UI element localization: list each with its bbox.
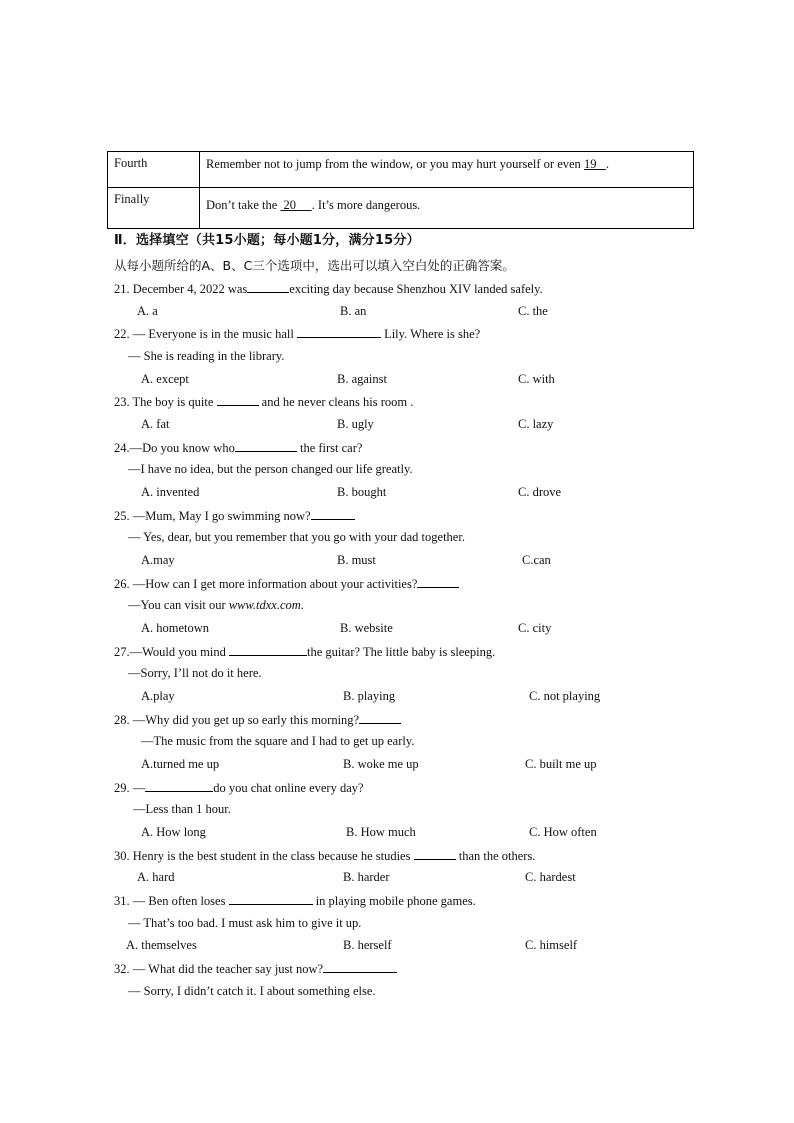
reading-table	[107, 151, 694, 229]
question-text: 29. —	[114, 781, 146, 795]
question-text: 22. — Everyone is in the music hall	[114, 327, 297, 341]
question-text: —Sorry, I’ll not do it here.	[128, 666, 262, 680]
question-text: —I have no idea, but the person changed our life greatly.	[128, 462, 413, 476]
section-instruction: 从每小题所给的A、B、C三个选项中，选出可以填入空白处的正确答案。	[114, 258, 515, 273]
answer-blank	[235, 440, 297, 452]
question-line	[114, 440, 362, 456]
answer-option-a: A. except	[141, 372, 189, 386]
question-text: 21. December 4, 2022 was	[114, 282, 248, 296]
question-text-after-blank: www.tdxx.com.	[228, 598, 304, 612]
answer-option-b: B. website	[340, 621, 393, 635]
question-text-after-blank: and I had to get up early.	[290, 734, 415, 748]
row-text	[200, 188, 694, 229]
answer-option-b: B. an	[340, 304, 367, 318]
question-line	[128, 984, 376, 999]
answer-option-b: B. How much	[346, 825, 416, 839]
question-text: — Yes, dear, but you remember that you	[128, 530, 334, 544]
answer-option-b: B. harder	[343, 870, 390, 884]
question-line	[114, 394, 413, 410]
section-heading: Ⅱ．选择填空（共15小题；每小题1分，满分15分）	[114, 233, 420, 248]
row-text-pre: Don’t take the	[206, 198, 281, 212]
answer-option-a: A. hard	[137, 870, 175, 884]
answer-option-b: B. bought	[337, 485, 387, 499]
answer-option-c: C. lazy	[518, 417, 554, 431]
question-text: 32. — What did the teacher say just now?	[114, 962, 324, 976]
answer-option-c: C. How often	[529, 825, 597, 839]
answer-option-c: C. not playing	[529, 689, 601, 703]
question-text-after-blank: exciting day because Shenzhou XIV landed safely.	[289, 282, 543, 296]
answer-option-c: C. with	[518, 372, 555, 386]
question-line	[133, 802, 231, 817]
table-row	[108, 188, 694, 229]
question-text: 25. —Mum, May I go swimming now?	[114, 509, 311, 523]
question-line	[114, 644, 495, 660]
question-text: 31. — Ben often loses	[114, 894, 229, 908]
question-text: —The music from the square	[141, 734, 291, 748]
answer-blank	[311, 508, 355, 520]
question-line	[114, 893, 476, 909]
question-line	[128, 666, 262, 681]
answer-option-b: B. woke me up	[343, 757, 419, 771]
row-label: Finally	[108, 188, 200, 229]
question-line	[128, 530, 465, 545]
question-text: — That’s too bad. I must ask him to give it up.	[128, 916, 362, 930]
question-line	[114, 961, 397, 977]
answer-option-b: B. ugly	[337, 417, 374, 431]
question-text: 28. —Why did you get up so early this morning?	[114, 713, 360, 727]
question-line	[114, 780, 364, 796]
question-line	[128, 349, 284, 364]
question-line	[141, 734, 414, 749]
question-text: 27.—Would you mind	[114, 645, 229, 659]
answer-option-c: C. drove	[518, 485, 562, 499]
answer-option-a: A.play	[141, 689, 175, 703]
question-text: —Less than 1 hour.	[133, 802, 231, 816]
answer-option-c: C. city	[518, 621, 552, 635]
answer-option-a: A.may	[141, 553, 175, 567]
answer-option-c: C. hardest	[525, 870, 576, 884]
row-text	[200, 152, 694, 188]
answer-option-c: C. built me up	[525, 757, 597, 771]
blank-number: 20	[283, 198, 297, 212]
question-text-after-blank: about something else.	[263, 984, 376, 998]
row-label: Fourth	[108, 152, 200, 188]
answer-option-b: B. must	[337, 553, 376, 567]
question-text: —You can visit our	[128, 598, 229, 612]
answer-option-b: B. against	[337, 372, 387, 386]
answer-blank	[145, 780, 213, 792]
question-line	[114, 281, 543, 297]
question-text: — She is reading in the library.	[128, 349, 285, 363]
answer-option-a: A. a	[137, 304, 158, 318]
question-text: — Sorry, I didn’t catch it. I	[128, 984, 264, 998]
answer-option-a: A. hometown	[141, 621, 210, 635]
answer-blank	[297, 326, 381, 338]
answer-option-c: C.can	[522, 553, 551, 567]
question-text-after-blank: go with your dad together.	[333, 530, 465, 544]
answer-blank	[247, 281, 289, 293]
row-text-post: .	[605, 157, 609, 171]
question-text: 23. The boy is quite	[114, 395, 217, 409]
question-text-after-blank: the first car?	[296, 441, 363, 455]
answer-option-a: A. themselves	[126, 938, 197, 952]
answer-blank	[417, 576, 459, 588]
answer-option-a: A. invented	[141, 485, 200, 499]
question-line	[128, 462, 413, 477]
question-text-after-blank: in playing mobile phone games.	[312, 894, 476, 908]
question-line	[114, 712, 401, 728]
answer-blank	[359, 712, 401, 724]
answer-blank	[217, 394, 259, 406]
question-text: 26. —How can I get more information about your activities?	[114, 577, 418, 591]
question-line	[114, 848, 535, 864]
answer-blank	[229, 893, 313, 905]
row-text-pre: Remember not to jump from the window, or you may hurt yourself or even	[206, 157, 584, 171]
question-line	[128, 916, 361, 931]
question-line	[114, 508, 355, 524]
answer-option-a: A.turned me up	[141, 757, 220, 771]
question-line	[114, 576, 459, 592]
answer-option-b: B. playing	[343, 689, 396, 703]
answer-option-b: B. herself	[343, 938, 392, 952]
question-text-after-blank: than the others.	[455, 849, 536, 863]
question-text-after-blank: the guitar? The little baby is sleeping.	[306, 645, 496, 659]
question-text: 30. Henry is the best student in the class because he studies	[114, 849, 414, 863]
answer-blank	[414, 848, 456, 860]
table-row	[108, 152, 694, 188]
question-text: 24.—Do you know who	[114, 441, 235, 455]
answer-option-a: A. How long	[141, 825, 206, 839]
question-text-after-blank: Lily. Where is she?	[380, 327, 481, 341]
question-text-after-blank: do you chat online every day?	[213, 781, 364, 795]
question-line	[114, 326, 480, 342]
answer-blank	[229, 644, 307, 656]
row-text-post: . It’s more dangerous.	[311, 198, 421, 212]
answer-blank	[323, 961, 397, 973]
blank-number: 19	[583, 157, 597, 171]
answer-option-c: C. the	[518, 304, 548, 318]
answer-option-c: C. himself	[525, 938, 578, 952]
question-line	[128, 598, 304, 613]
answer-option-a: A. fat	[141, 417, 170, 431]
question-text-after-blank: and he never cleans his room .	[258, 395, 414, 409]
